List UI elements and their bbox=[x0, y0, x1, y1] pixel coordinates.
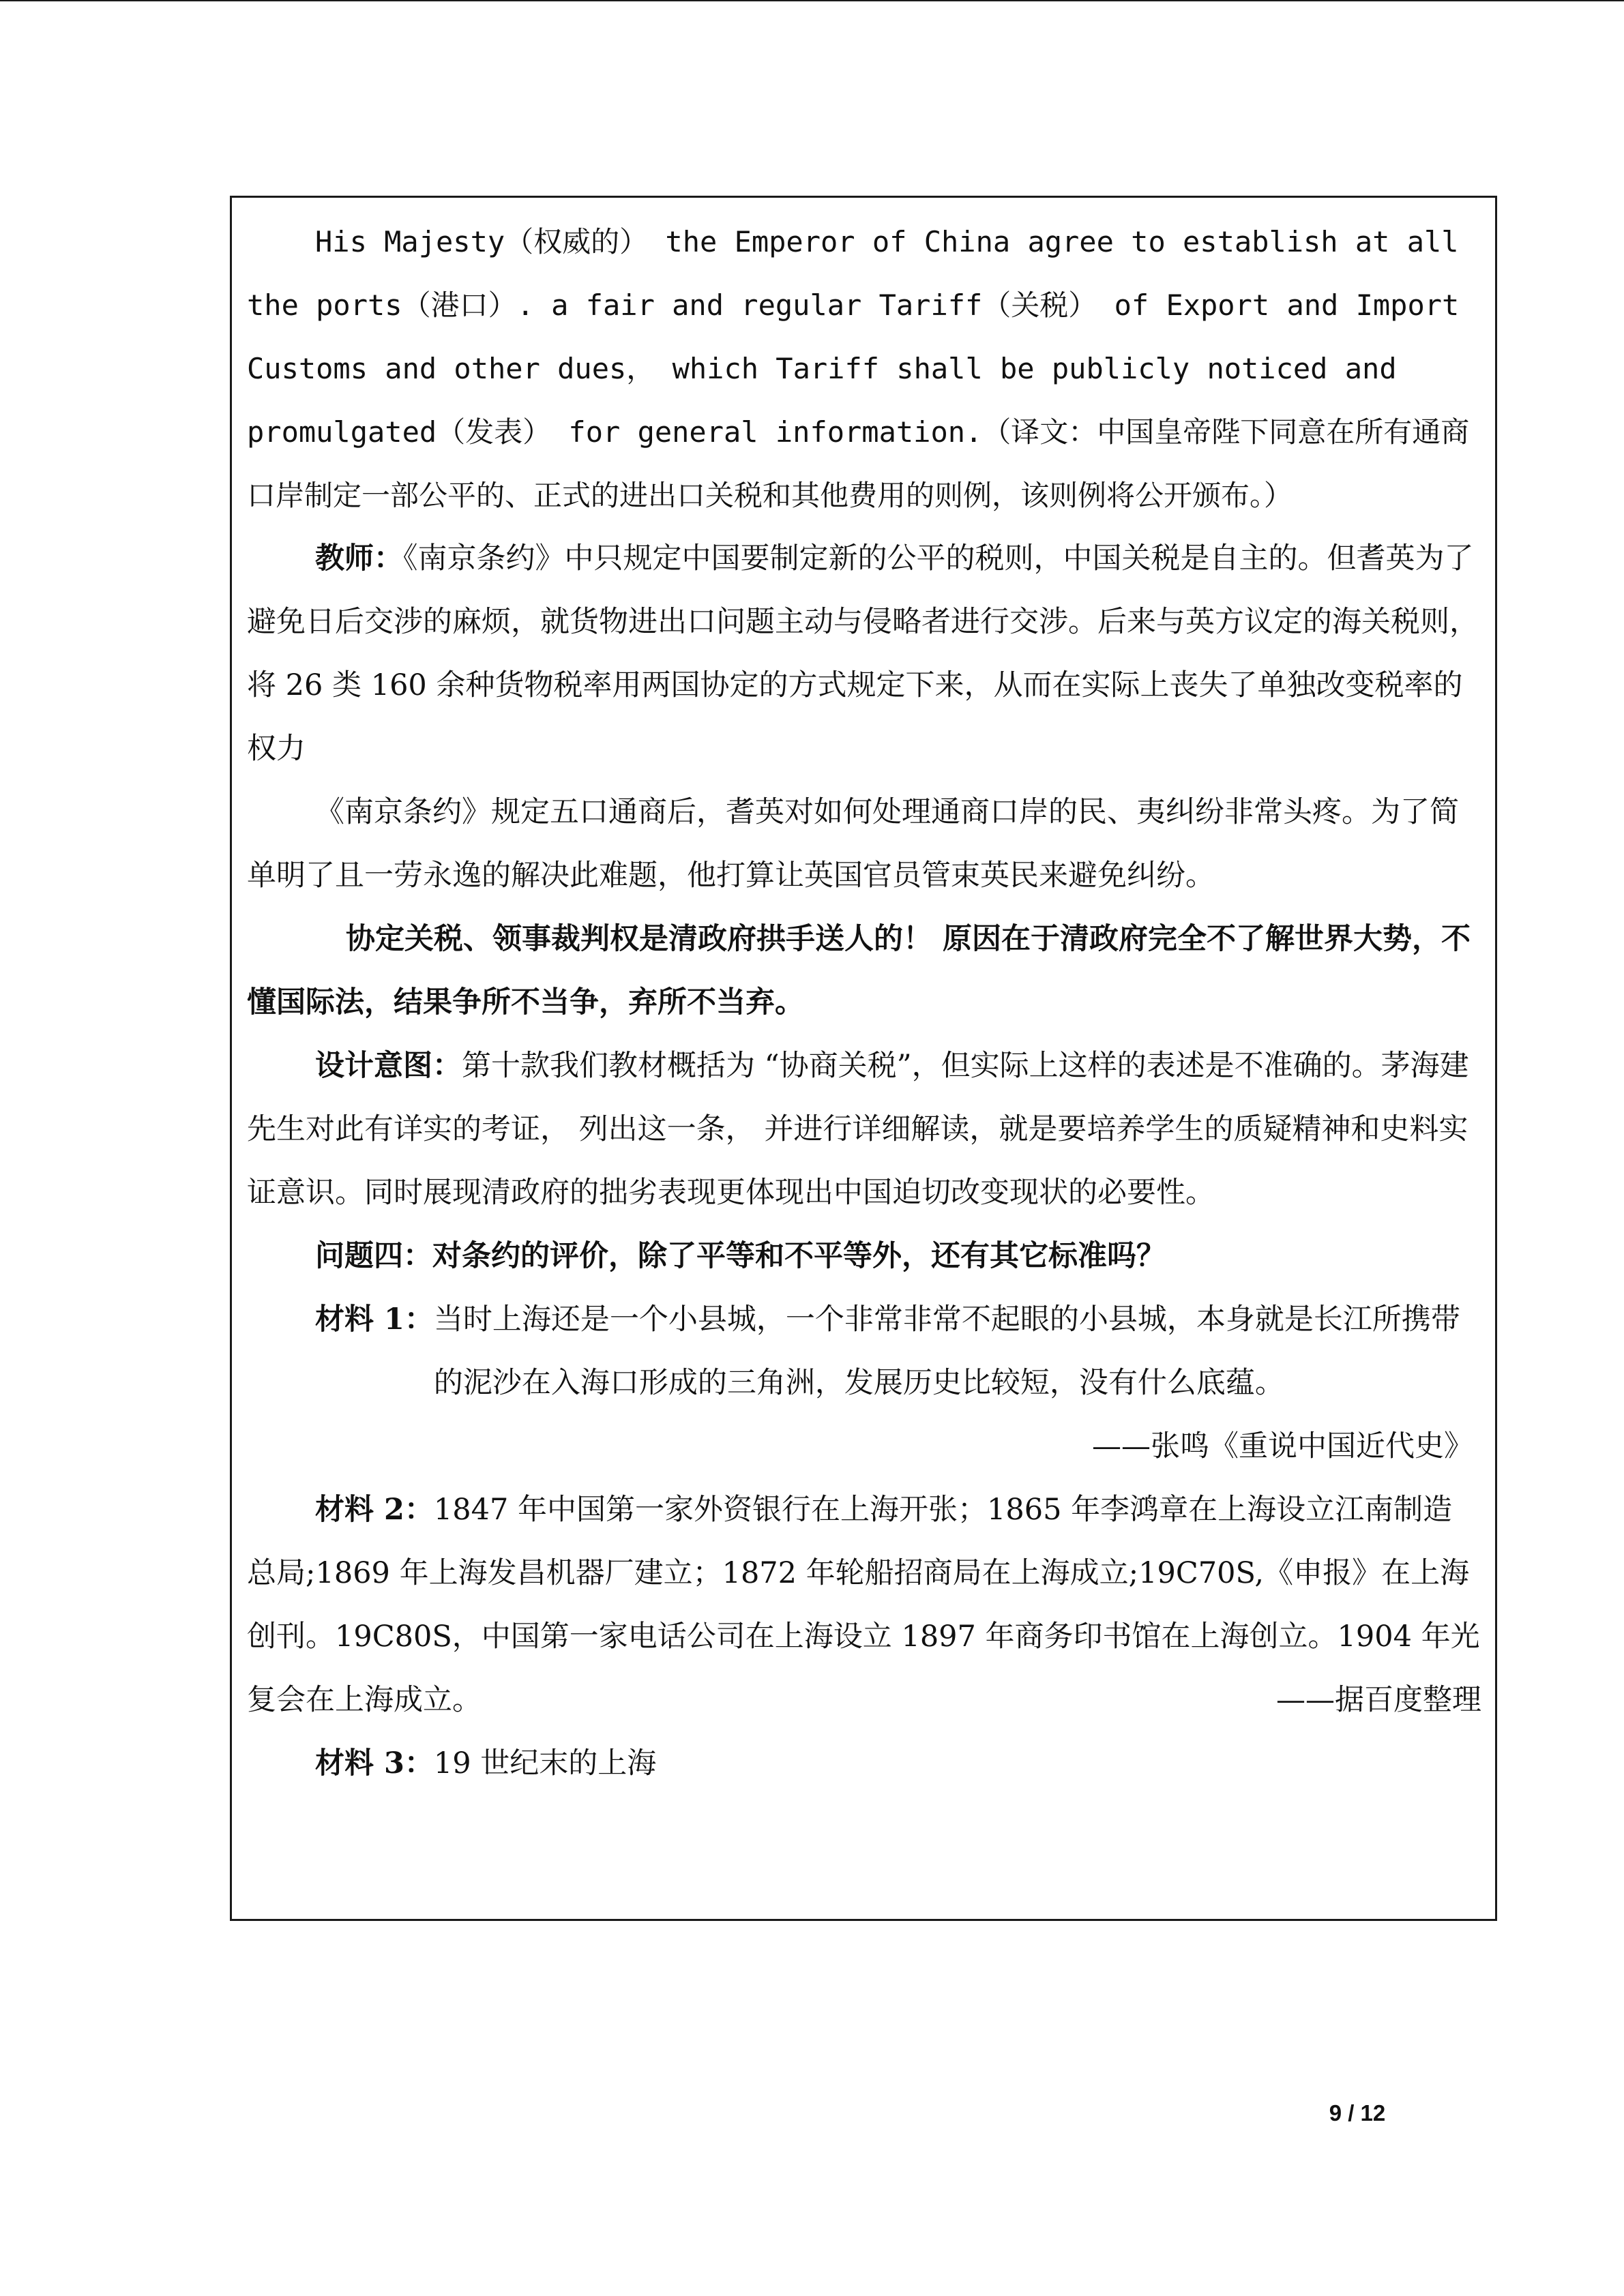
material-1-label: 材料 1： bbox=[315, 1302, 434, 1337]
material-2-label: 材料 2： bbox=[315, 1493, 434, 1527]
question-four: 问题四：对条约的评价，除了平等和不平等外，还有其它标准吗？ bbox=[315, 1239, 1166, 1273]
material-3-label: 材料 3： bbox=[315, 1746, 434, 1780]
material-1-source: ——张鸣《重说中国近代史》 bbox=[1092, 1429, 1473, 1463]
content-box bbox=[230, 196, 1497, 1921]
material-3-text: 19 世纪末的上海 bbox=[433, 1746, 657, 1780]
content-body bbox=[247, 210, 1481, 1795]
design-label: 设计意图： bbox=[315, 1049, 462, 1083]
material-3 bbox=[247, 1732, 1481, 1795]
top-border-line bbox=[0, 0, 1624, 1]
material-2-text: 1847 年中国第一家外资银行在上海开张；1865 年李鸿章在上海设立江南制造总局;1869 年上海发昌机器厂建立；1872 年轮船招商局在上海成立;19C70S,《申报》在上海创刊。19C80S，中国第一家电话公司在上海设立 1897 年商务印书馆在上海创立。1904 年光复会在上海成立。 bbox=[247, 1493, 1480, 1717]
material-2-source: ——据百度整理 bbox=[1276, 1683, 1481, 1717]
teacher-label: 教师： bbox=[315, 541, 403, 576]
nanjing-treaty-paragraph: 《南京条约》规定五口通商后，耆英对如何处理通商口岸的民、夷纠纷非常头疼。为了简单明了且一劳永逸的解决此难题，他打算让英国官员管束英民来避免纠纷。 bbox=[247, 795, 1459, 893]
teacher-text: 《南京条约》中只规定中国要制定新的公平的税则，中国关税是自主的。但耆英为了避免日后交涉的麻烦，就货物进出口问题主动与侵略者进行交涉。后来与英方议定的海关税则， 将 26 类 160 余种货物税率用两国协定的方式规定下来，从而在实际上丧失了单独改变税率的权力 bbox=[247, 541, 1479, 766]
material-2 bbox=[247, 1478, 1481, 1732]
design-text: 第十款我们教材概括为 “协商关税”，但实际上这样的表述是不准确的。茅海建先生对此有详实的考证， 列出这一条， 并进行详细解读，就是要培养学生的质疑精神和史料实证意识。同时展现清政府的拙劣表现更体现出中国迫切改变现状的必要性。 bbox=[247, 1049, 1469, 1210]
design-intent-paragraph bbox=[247, 1034, 1481, 1225]
material-1-text: 当时上海还是一个小县城，一个非常非常不起眼的小县城，本身就是长江所携带的泥沙在入海口形成的三角洲，发展历史比较短，没有什么底蕴。 bbox=[433, 1302, 1460, 1400]
page-number: 9 / 12 bbox=[1329, 2100, 1386, 2126]
teacher-paragraph bbox=[247, 527, 1481, 781]
english-treaty-quote: His Majesty（权威的） the Emperor of China agree to establish at all the ports（港口）. a fair and regular Tariff（关税） of Export and Import Customs and other dues， which Tariff shall be publicly noticed and promulgated（发表） for general information.（译文：中国皇帝陛下同意在所有通商口岸制定一部公平的、正式的进出口关税和其他费用的则例，该则例将公开颁布。） bbox=[247, 225, 1470, 512]
bold-conclusion: 协定关税、领事裁判权是清政府拱手送人的！ 原因在于清政府完全不了解世界大势，不懂国际法，结果争所不当争，弃所不当弃。 bbox=[247, 922, 1471, 1019]
material-1 bbox=[247, 1288, 1481, 1415]
